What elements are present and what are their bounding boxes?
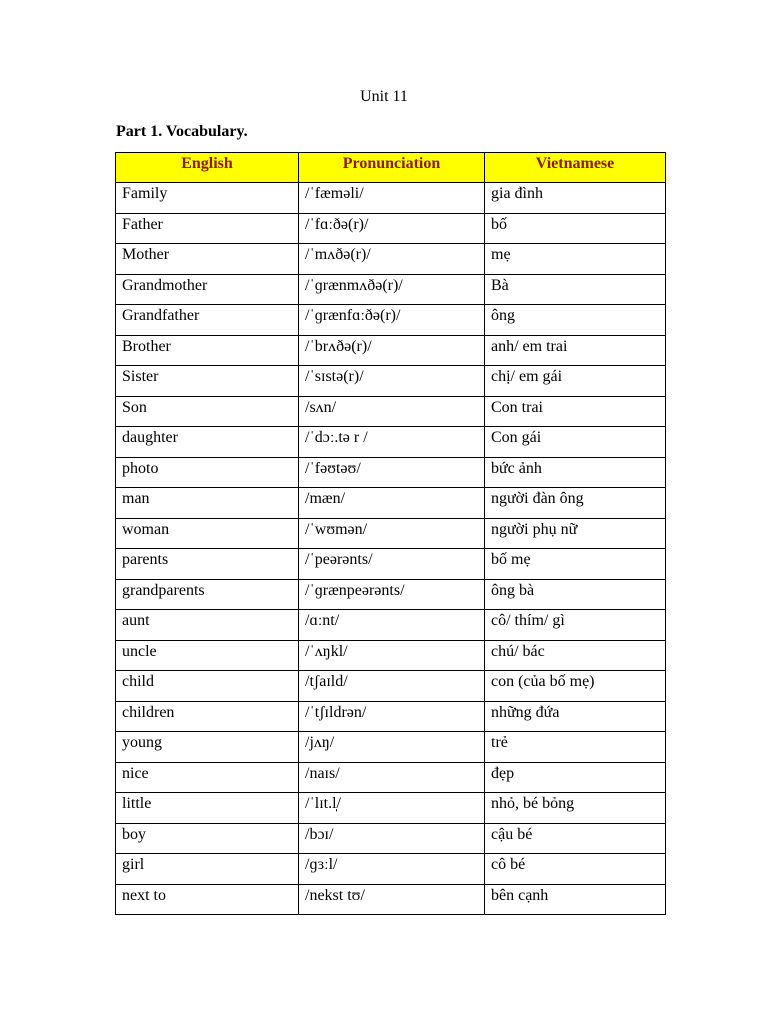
table-row — [116, 335, 666, 366]
cell-english: parents — [116, 549, 299, 580]
cell-vietnamese: đẹp — [485, 762, 666, 793]
cell-vietnamese: ông bà — [485, 579, 666, 610]
table-row — [116, 823, 666, 854]
table-row — [116, 762, 666, 793]
table-row — [116, 610, 666, 641]
table-row — [116, 366, 666, 397]
cell-pronunciation: /ˈlɪt.l̩/ — [299, 793, 485, 824]
cell-vietnamese: bức ảnh — [485, 457, 666, 488]
cell-pronunciation: /ˈfæməli/ — [299, 183, 485, 214]
cell-vietnamese: cô/ thím/ gì — [485, 610, 666, 641]
table-row — [116, 579, 666, 610]
cell-pronunciation: /tʃaɪld/ — [299, 671, 485, 702]
cell-pronunciation: /ˈfəʊtəʊ/ — [299, 457, 485, 488]
cell-vietnamese: Con gái — [485, 427, 666, 458]
table-row — [116, 732, 666, 763]
cell-pronunciation: /ˈwʊmən/ — [299, 518, 485, 549]
cell-english: boy — [116, 823, 299, 854]
cell-pronunciation: /ˈɡrænmʌðə(r)/ — [299, 274, 485, 305]
table-row — [116, 305, 666, 336]
cell-vietnamese: người phụ nữ — [485, 518, 666, 549]
table-row — [116, 854, 666, 885]
cell-english: Sister — [116, 366, 299, 397]
cell-english: nice — [116, 762, 299, 793]
cell-english: Brother — [116, 335, 299, 366]
cell-pronunciation: /ˈɡrænpeərənts/ — [299, 579, 485, 610]
column-header-english: English — [116, 153, 299, 183]
table-body — [116, 183, 666, 915]
table-row — [116, 274, 666, 305]
cell-english: Father — [116, 213, 299, 244]
cell-vietnamese: bố — [485, 213, 666, 244]
section-heading: Part 1. Vocabulary. — [116, 123, 248, 140]
table-row — [116, 244, 666, 275]
vocabulary-table — [115, 152, 666, 915]
table-row — [116, 427, 666, 458]
cell-vietnamese: những đứa — [485, 701, 666, 732]
cell-vietnamese: người đàn ông — [485, 488, 666, 519]
cell-pronunciation: /ˈpeərənts/ — [299, 549, 485, 580]
cell-vietnamese: mẹ — [485, 244, 666, 275]
cell-vietnamese: anh/ em trai — [485, 335, 666, 366]
cell-pronunciation: /ˈɡrænfɑːðə(r)/ — [299, 305, 485, 336]
cell-vietnamese: chú/ bác — [485, 640, 666, 671]
table-row — [116, 884, 666, 915]
cell-vietnamese: gia đình — [485, 183, 666, 214]
cell-pronunciation: /ɑːnt/ — [299, 610, 485, 641]
cell-vietnamese: bố mẹ — [485, 549, 666, 580]
cell-pronunciation: /naɪs/ — [299, 762, 485, 793]
cell-vietnamese: trẻ — [485, 732, 666, 763]
cell-english: Grandmother — [116, 274, 299, 305]
cell-english: next to — [116, 884, 299, 915]
cell-pronunciation: /sʌn/ — [299, 396, 485, 427]
cell-english: Son — [116, 396, 299, 427]
table-row — [116, 213, 666, 244]
cell-pronunciation: /nekst tʊ/ — [299, 884, 485, 915]
cell-pronunciation: /ɡɜːl/ — [299, 854, 485, 885]
table-row — [116, 671, 666, 702]
table-row — [116, 396, 666, 427]
document-title: Unit 11 — [360, 88, 408, 105]
cell-vietnamese: cô bé — [485, 854, 666, 885]
cell-pronunciation: /ˈmʌðə(r)/ — [299, 244, 485, 275]
column-header-vietnamese: Vietnamese — [485, 153, 666, 183]
table-row — [116, 488, 666, 519]
cell-english: daughter — [116, 427, 299, 458]
cell-pronunciation: /mæn/ — [299, 488, 485, 519]
cell-english: little — [116, 793, 299, 824]
cell-vietnamese: con (của bố mẹ) — [485, 671, 666, 702]
table-row — [116, 518, 666, 549]
cell-english: young — [116, 732, 299, 763]
table-row — [116, 183, 666, 214]
cell-english: children — [116, 701, 299, 732]
cell-pronunciation: /ˈsɪstə(r)/ — [299, 366, 485, 397]
table-row — [116, 457, 666, 488]
cell-english: girl — [116, 854, 299, 885]
cell-vietnamese: chị/ em gái — [485, 366, 666, 397]
cell-pronunciation: /ˈdɔː.tə r / — [299, 427, 485, 458]
cell-vietnamese: cậu bé — [485, 823, 666, 854]
cell-vietnamese: Con trai — [485, 396, 666, 427]
cell-english: Mother — [116, 244, 299, 275]
cell-english: Family — [116, 183, 299, 214]
cell-english: man — [116, 488, 299, 519]
cell-pronunciation: /ˈfɑːðə(r)/ — [299, 213, 485, 244]
cell-pronunciation: /ˈʌŋkl/ — [299, 640, 485, 671]
cell-pronunciation: /bɔɪ/ — [299, 823, 485, 854]
cell-english: photo — [116, 457, 299, 488]
cell-english: child — [116, 671, 299, 702]
cell-vietnamese: Bà — [485, 274, 666, 305]
cell-vietnamese: nhỏ, bé bỏng — [485, 793, 666, 824]
cell-english: uncle — [116, 640, 299, 671]
cell-pronunciation: /ˈbrʌðə(r)/ — [299, 335, 485, 366]
table-row — [116, 640, 666, 671]
cell-vietnamese: ông — [485, 305, 666, 336]
cell-english: Grandfather — [116, 305, 299, 336]
table-row — [116, 549, 666, 580]
column-header-pronunciation: Pronunciation — [299, 153, 485, 183]
cell-pronunciation: /jʌŋ/ — [299, 732, 485, 763]
table-row — [116, 701, 666, 732]
cell-english: grandparents — [116, 579, 299, 610]
cell-vietnamese: bên cạnh — [485, 884, 666, 915]
cell-english: woman — [116, 518, 299, 549]
table-header-row — [116, 153, 666, 183]
cell-pronunciation: /ˈtʃɪldrən/ — [299, 701, 485, 732]
table-row — [116, 793, 666, 824]
cell-english: aunt — [116, 610, 299, 641]
